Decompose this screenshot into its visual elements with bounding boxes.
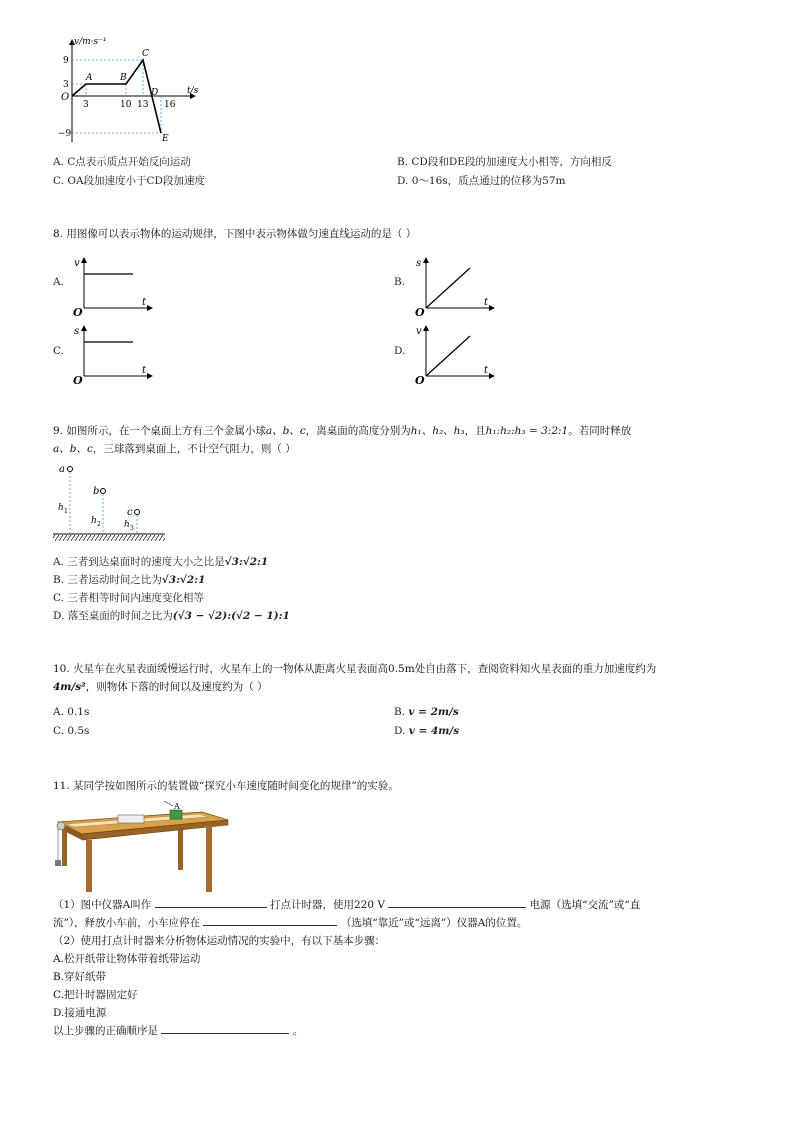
svg-text:O: O	[73, 374, 83, 384]
q11-step-a: A.松开纸带让物体带着纸带运动	[53, 953, 201, 965]
svg-text:s: s	[416, 258, 422, 269]
svg-text:h: h	[124, 520, 130, 530]
q8-option-b-letter[interactable]: B.	[394, 276, 406, 288]
q8-stem: 8. 用图像可以表示物体的运动规律，下图中表示物体做匀速直线运动的是（ ）	[53, 228, 417, 240]
q8-option-b-graph[interactable]	[412, 254, 497, 316]
q7-ytick-9: 9	[63, 56, 69, 66]
q11-stem: 11. 某同学按如图所示的装置做“探究小车速度随时间变化的规律”的实验。	[53, 780, 399, 792]
q7-option-b[interactable]: B. CD段和DE段的加速度大小相等，方向相反	[397, 156, 612, 168]
q7-option-d[interactable]: D. 0～16s，质点通过的位移为57m	[397, 175, 566, 187]
q9-ball-c	[135, 510, 140, 515]
q7-origin: O	[61, 92, 70, 103]
q11-cart	[118, 815, 144, 823]
q7-xtick-10: 10	[120, 100, 132, 110]
q9-ball-b	[101, 489, 106, 494]
svg-text:b: b	[93, 486, 100, 497]
q9-ball-a	[68, 467, 73, 472]
svg-text:t: t	[484, 297, 489, 308]
svg-text:3: 3	[130, 525, 134, 532]
svg-text:h: h	[91, 516, 97, 526]
q9-figure	[53, 460, 165, 546]
q8-option-d-graph[interactable]	[412, 322, 497, 384]
q8-option-a-letter[interactable]: A.	[53, 276, 64, 288]
q8-option-a-graph[interactable]	[70, 254, 155, 316]
q8-option-c-letter[interactable]: C.	[53, 345, 64, 357]
q11-blank-step-order[interactable]	[161, 1022, 289, 1034]
q8-option-c-graph[interactable]	[70, 322, 155, 384]
q7-option-c[interactable]: C. OA段加速度小于CD段加速度	[53, 175, 205, 187]
q11-step-c: C.把计时器固定好	[53, 989, 138, 1001]
q7-point-d: D	[151, 88, 159, 98]
q7-option-a[interactable]: A. C点表示质点开始反向运动	[53, 156, 191, 168]
q11-blank-timer-name[interactable]	[155, 896, 267, 908]
q10-stem-line1: 10. 火星车在火星表面缓慢运行时，火星车上的一物体从距离火星表面高0.5m处自由落下，查阅资料知火星表面的重力加速度约为	[53, 663, 657, 675]
q10-option-c[interactable]: C. 0.5s	[53, 725, 90, 737]
q8-option-d-letter[interactable]: D.	[394, 345, 406, 357]
q7-vt-graph	[55, 34, 205, 146]
svg-text:v: v	[416, 326, 422, 337]
svg-text:t: t	[484, 365, 489, 376]
q7-xtick-13: 13	[137, 100, 149, 110]
q10-option-a[interactable]: A. 0.1s	[53, 706, 90, 718]
svg-text:t: t	[142, 297, 147, 308]
q11-blank-cart-position[interactable]	[203, 914, 337, 926]
q7-xtick-3: 3	[83, 100, 89, 110]
q9-stem-line2: a、b、c，三球落到桌面上，不计空气阻力，则（ ）	[53, 443, 296, 455]
q11-apparatus-figure	[52, 800, 230, 894]
svg-text:a: a	[59, 464, 65, 475]
q7-ytick-neg9: −9	[58, 129, 72, 139]
svg-text:O: O	[415, 374, 425, 384]
svg-text:1: 1	[64, 508, 68, 515]
svg-text:v: v	[74, 258, 80, 269]
q11-step-d: D.接通电源	[53, 1007, 107, 1019]
q7-y-label: v/m·s⁻¹	[74, 37, 107, 47]
svg-text:h: h	[58, 503, 64, 513]
q9-option-a[interactable]: A. 三者到达桌面时的速度大小之比是√3:√2:1	[53, 556, 269, 568]
q11-part1-line1: （1）图中仪器A叫作 打点计时器，使用220 V 电源（选填“交流”或“直	[53, 896, 640, 914]
q9-table-hatch	[53, 535, 165, 541]
svg-text:s: s	[74, 326, 80, 337]
q7-point-a: A	[86, 73, 93, 83]
svg-text:t: t	[142, 365, 147, 376]
q7-ytick-3: 3	[63, 80, 69, 90]
q9-stem-line1: 9. 如图所示，在一个桌面上方有三个金属小球a、b、c，离桌面的高度分别为h₁、h₂、h₃，且h₁:h₂:h₃ = 3:2:1。若同时释放	[53, 425, 632, 437]
q9-option-d[interactable]: D. 落至桌面的时间之比为(√3 − √2):(√2 − 1):1	[53, 610, 290, 622]
svg-text:2: 2	[97, 521, 101, 528]
q11-label-a: A	[174, 802, 180, 811]
q7-xtick-16: 16	[164, 100, 176, 110]
q7-point-c: C	[142, 49, 149, 59]
q11-step-b: B.穿好纸带	[53, 971, 107, 983]
q7-point-b: B	[120, 73, 127, 83]
q11-timer	[170, 810, 182, 819]
q10-option-b[interactable]: B. v = 2m/s	[394, 706, 459, 718]
q10-option-d[interactable]: D. v = 4m/s	[394, 725, 460, 737]
svg-text:c: c	[127, 507, 133, 518]
q11-part2: （2）使用打点计时器来分析物体运动情况的实验中，有以下基本步骤：	[53, 935, 386, 947]
q7-point-e: E	[162, 134, 169, 144]
q11-part1-line2: 流”），释放小车前，小车应停在 （选填“靠近”或“远离”）仪器A的位置。	[53, 914, 527, 932]
q11-blank-power-type[interactable]	[388, 896, 526, 908]
q11-order-line: 以上步骤的正确顺序是 。	[53, 1022, 303, 1040]
q9-option-b[interactable]: B. 三者运动时间之比为√3:√2:1	[53, 574, 206, 586]
svg-text:O: O	[73, 306, 83, 316]
q7-x-label: t/s	[187, 86, 199, 96]
q9-option-c[interactable]: C. 三者相等时间内速度变化相等	[53, 592, 204, 604]
svg-text:O: O	[415, 306, 425, 316]
q10-stem-line2: 4m/s²，则物体下落的时间以及速度约为（ ）	[53, 681, 268, 693]
